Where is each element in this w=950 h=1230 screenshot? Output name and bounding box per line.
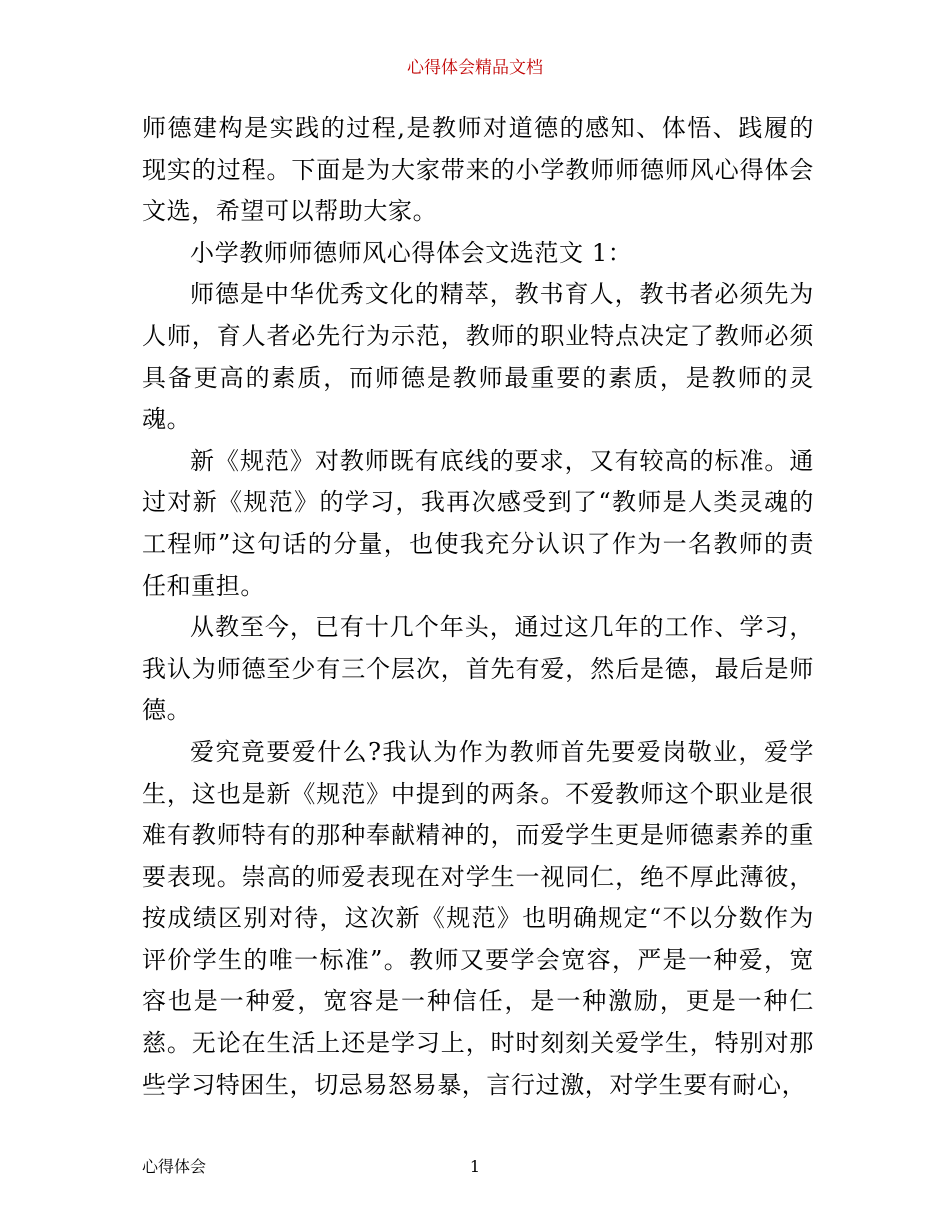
- document-body: [142, 108, 814, 1106]
- footer-label: 心得体会: [142, 1157, 207, 1176]
- body-paragraph: 新《规范》对教师既有底线的要求，又有较高的标准。通过对新《规范》的学习，我再次感受到了“教师是人类灵魂的工程师”这句话的分量，也使我充分认识了作为一名教师的责任和重担。: [142, 446, 814, 600]
- body-paragraph: 爱究竟要爱什么?我认为作为教师首先要爱岗敬业，爱学生，这也是新《规范》中提到的两条。不爱教师这个职业是很难有教师特有的那种奉献精神的，而爱学生更是师德素养的重要表现。崇高的师爱表现在对学生一视同仁，绝不厚此薄彼，按成绩区别对待，这次新《规范》也明确规定“不以分数作为评价学生的唯一标准”。教师又要学会宽容，严是一种爱，宽容也是一种爱，宽容是一种信任，是一种激励，更是一种仁慈。无论在生活上还是学习上，时时刻刻关爱学生，特别对那些学习特困生，切忌易怒易暴，言行过激，对学生要有耐心，: [142, 737, 814, 1099]
- document-header-title: 心得体会精品文档: [407, 58, 543, 78]
- body-paragraph: 从教至今，已有十几个年头，通过这几年的工作、学习，我认为师德至少有三个层次，首先有爱，然后是德，最后是师德。: [142, 613, 814, 725]
- body-paragraph: 师德是中华优秀文化的精萃，教书育人，教书者必须先为人师，育人者必先行为示范，教师的职业特点决定了教师必须具备更高的素质，而师德是教师最重要的素质，是教师的灵魂。: [142, 280, 814, 434]
- intro-paragraph: 师德建构是实践的过程,是教师对道德的感知、体悟、践履的现实的过程。下面是为大家带来的小学教师师德师风心得体会文选，希望可以帮助大家。: [142, 114, 814, 226]
- section-heading: 小学教师师德师风心得体会文选范文 1：: [190, 238, 633, 267]
- page-number: 1: [469, 1157, 481, 1176]
